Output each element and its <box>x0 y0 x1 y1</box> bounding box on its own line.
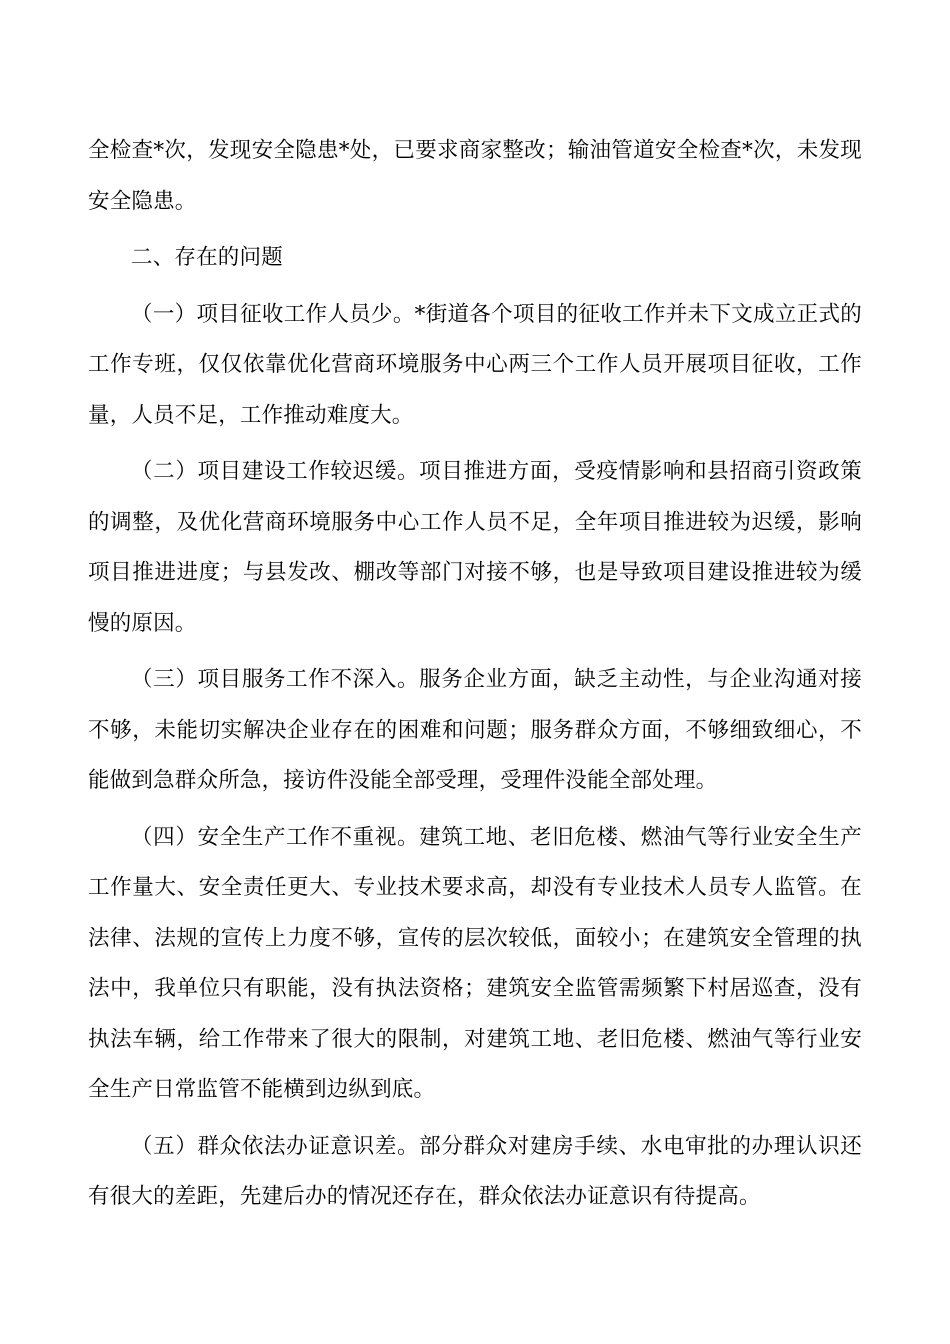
paragraph-issue-3: （三）项目服务工作不深入。服务企业方面，缺乏主动性，与企业沟通对接不够，未能切实解决企业存在的困难和问题；服务群众方面，不够细致细心，不能做到急群众所急，接访件没能全部受理，受理件没能全部处理。 <box>88 667 862 793</box>
paragraph-issue-1: （一）项目征收工作人员少。*街道各个项目的征收工作并未下文成立正式的工作专班，仅仅依靠优化营商环境服务中心两三个工作人员开展项目征收，工作量，人员不足，工作推动难度大。 <box>88 301 862 428</box>
section-heading-problems: 二、存在的问题 <box>131 245 283 270</box>
paragraph-issue-2: （二）项目建设工作较迟缓。项目推进方面，受疫情影响和县招商引资政策的调整，及优化营商环境服务中心工作人员不足，全年项目推进较为迟缓，影响项目推进进度；与县发改、棚改等部门对接不够，也是导致项目建设推进较为缓慢的原因。 <box>88 459 862 636</box>
document-page <box>88 126 862 1223</box>
paragraph-continuation: 全检查*次，发现安全隐患*处，已要求商家整改；输油管道安全检查*次，未发现安全隐患。 <box>88 138 862 214</box>
paragraph-issue-4: （四）安全生产工作不重视。建筑工地、老旧危楼、燃油气等行业安全生产工作量大、安全责任更大、专业技术要求高，却没有专业技术人员专人监管。在法律、法规的宣传上力度不够，宣传的层次较低，面较小；在建筑安全管理的执法中，我单位只有职能，没有执法资格；建筑安全监管需频繁下村居巡查，没有执法车辆，给工作带来了很大的限制，对建筑工地、老旧危楼、燃油气等行业安全生产日常监管不能横到边纵到底。 <box>88 824 862 1102</box>
paragraph-issue-5: （五）群众依法办证意识差。部分群众对建房手续、水电审批的办理认识还有很大的差距，先建后办的情况还存在，群众依法办证意识有待提高。 <box>88 1133 862 1209</box>
